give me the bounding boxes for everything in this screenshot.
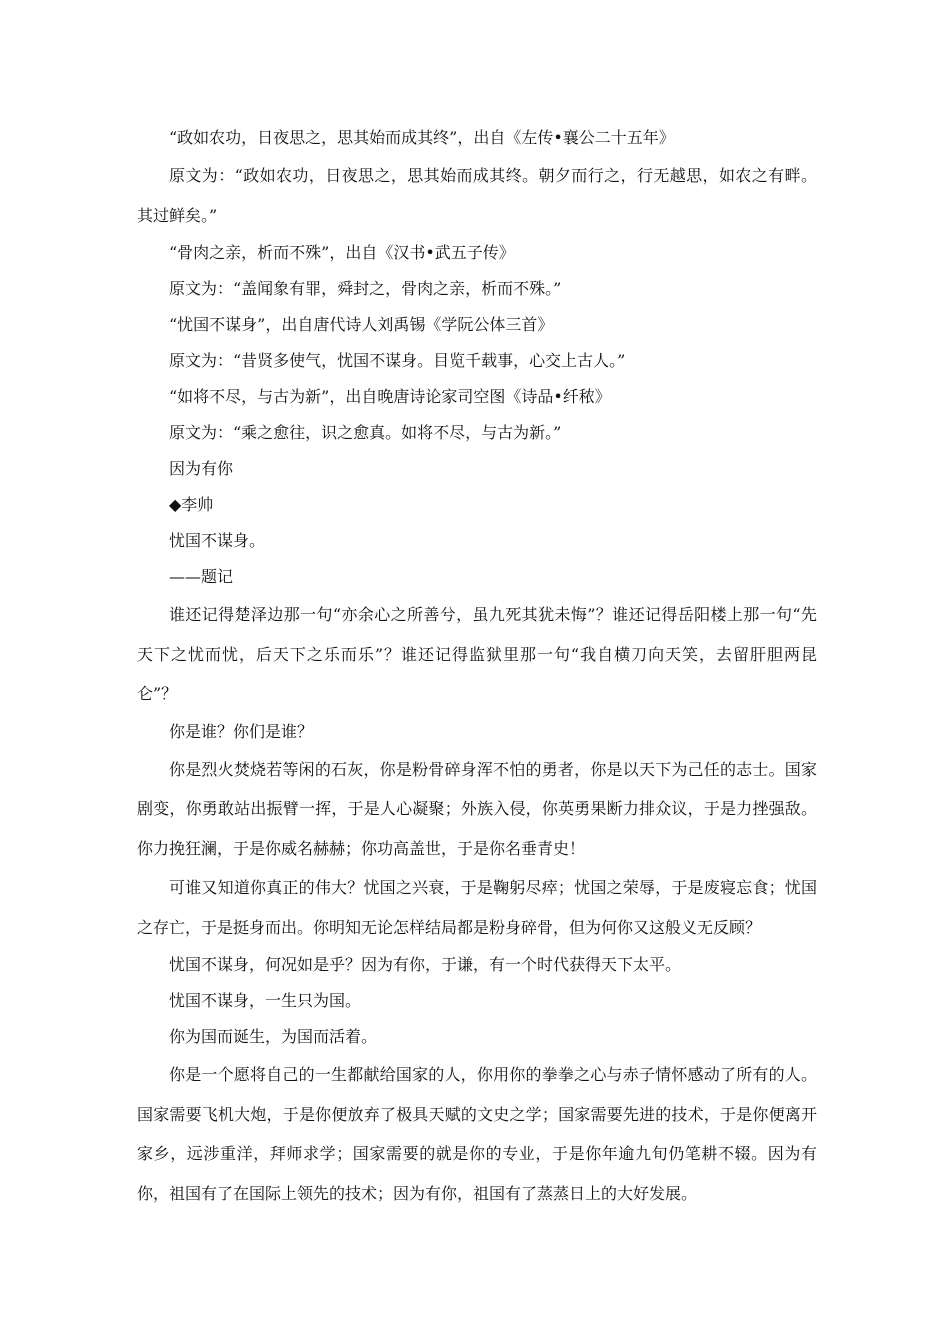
essay-paragraph: 你是烈火焚烧若等闲的石灰，你是粉骨碎身浑不怕的勇者，你是以天下为己任的志士。国家剧变，你勇敢站出振臂一挥，于是人心凝聚；外族入侵，你英勇果断力排众议，于是力挫强敌。你力挽狂澜，于是你威名赫赫；你功高盖世，于是你名垂青史！ xyxy=(137,759,817,858)
original-text-paragraph: 原文为：“政如农功，日夜思之，思其始而成其终。朝夕而行之，行无越思，如农之有畔。其过鲜矣。” xyxy=(137,166,817,225)
essay-title: 因为有你 xyxy=(169,459,234,478)
document-body xyxy=(137,120,817,1213)
quote-source-paragraph: “忧国不谋身”，出自唐代诗人刘禹锡《学阮公体三首》 xyxy=(169,315,554,334)
essay-paragraph: 谁还记得楚泽边那一句“亦余心之所善兮，虽九死其犹未悔”？谁还记得岳阳楼上那一句“先天下之忧而忧，后天下之乐而乐”？谁还记得监狱里那一句“我自横刀向天笑，去留肝胆两昆仑”？ xyxy=(137,605,817,703)
essay-paragraph: 你是谁？你们是谁？ xyxy=(169,721,314,741)
quote-source-paragraph: “政如农功，日夜思之，思其始而成其终”，出自《左传•襄公二十五年》 xyxy=(169,128,675,147)
epigraph-label: ——题记 xyxy=(169,567,234,586)
quote-source-paragraph: “如将不尽，与古为新”，出自晚唐诗论家司空图《诗品•纤秾》 xyxy=(169,387,611,406)
essay-paragraph: 可谁又知道你真正的伟大？忧国之兴衰，于是鞠躬尽瘁；忧国之荣辱，于是废寝忘食；忧国之存亡，于是挺身而出。你明知无论怎样结局都是粉身碎骨，但为何你又这般义无反顾？ xyxy=(137,878,817,937)
epigraph-text: 忧国不谋身。 xyxy=(169,531,266,550)
essay-author: ◆李帅 xyxy=(169,495,214,514)
original-text-paragraph: 原文为：“乘之愈往，识之愈真。如将不尽，与古为新。” xyxy=(169,423,562,442)
original-text-paragraph: 原文为：“盖闻象有罪，舜封之，骨肉之亲，析而不殊。” xyxy=(169,279,562,298)
essay-paragraph: 你是一个愿将自己的一生都献给国家的人，你用你的拳拳之心与赤子情怀感动了所有的人。国家需要飞机大炮，于是你便放弃了极具天赋的文史之学；国家需要先进的技术，于是你便离开家乡，远涉重洋，拜师求学；国家需要的就是你的专业，于是你年逾九旬仍笔耕不辍。因为有你，祖国有了在国际上领先的技术；因为有你，祖国有了蒸蒸日上的大好发展。 xyxy=(137,1065,817,1203)
original-text-paragraph: 原文为：“昔贤多使气，忧国不谋身。目览千载事，心交上古人。” xyxy=(169,351,626,370)
essay-paragraph: 你为国而诞生，为国而活着。 xyxy=(169,1027,378,1046)
essay-paragraph: 忧国不谋身，一生只为国。 xyxy=(169,991,362,1010)
essay-paragraph: 忧国不谋身，何况如是乎？因为有你，于谦，有一个时代获得天下太平。 xyxy=(169,955,682,974)
quote-source-paragraph: “骨肉之亲，析而不殊”，出自《汉书•武五子传》 xyxy=(169,243,515,262)
